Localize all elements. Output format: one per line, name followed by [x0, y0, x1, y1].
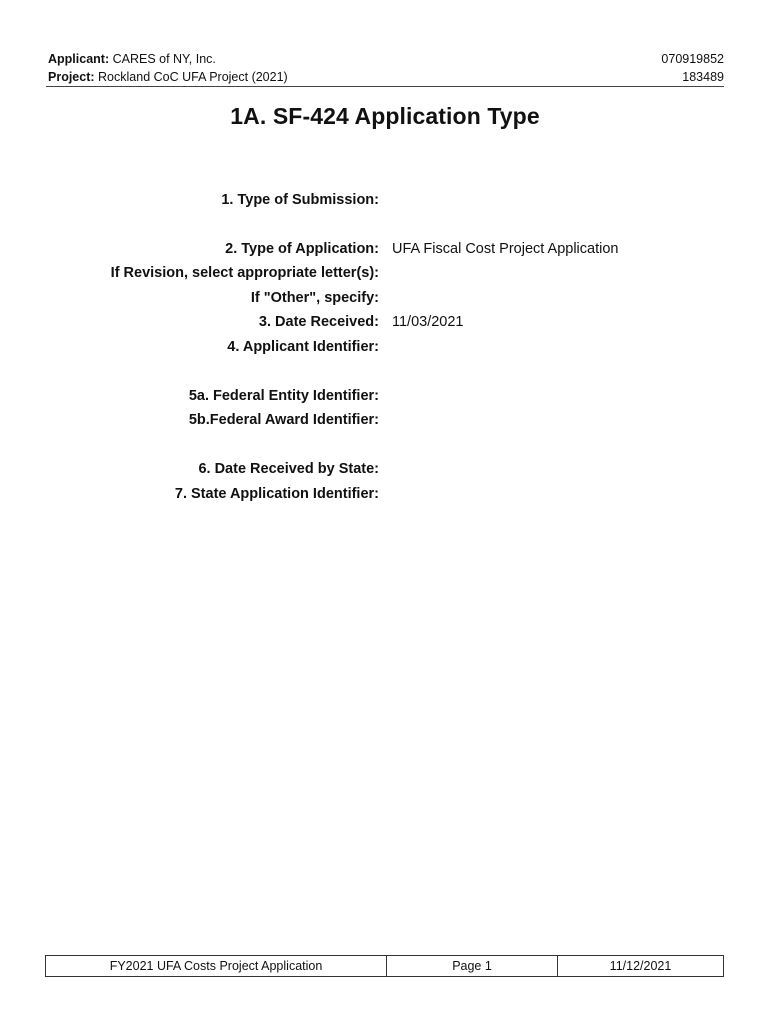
- page-footer: [45, 955, 724, 977]
- project-row: [48, 68, 724, 86]
- field-label: 7. State Application Identifier:: [174, 486, 379, 502]
- field-label: 1. Type of Submission:: [221, 192, 379, 208]
- field-label: 6. Date Received by State:: [198, 461, 379, 477]
- footer-document-name: FY2021 UFA Costs Project Application: [46, 956, 387, 976]
- applicant-label: Applicant:: [48, 52, 110, 66]
- field-value: 11/03/2021: [392, 314, 464, 330]
- field-label: 2. Type of Application:: [225, 241, 379, 257]
- field-type-of-submission: [0, 192, 770, 212]
- header-divider: [46, 86, 724, 87]
- field-value: UFA Fiscal Cost Project Application: [392, 241, 619, 257]
- applicant-info: [48, 50, 216, 68]
- applicant-number: 070919852: [661, 52, 724, 66]
- field-other-specify: [0, 290, 770, 310]
- footer-date: 11/12/2021: [609, 959, 672, 973]
- project-info: [48, 68, 288, 86]
- page-header: [48, 50, 724, 86]
- field-label: 5a. Federal Entity Identifier:: [188, 388, 379, 404]
- field-applicant-identifier: [0, 339, 770, 359]
- field-federal-award-identifier: [0, 412, 770, 432]
- field-federal-entity-identifier: [0, 388, 770, 408]
- project-number: 183489: [682, 70, 724, 84]
- field-state-application-identifier: [0, 486, 770, 506]
- applicant-value: CARES of NY, Inc.: [112, 52, 216, 66]
- page-title: 1A. SF-424 Application Type: [230, 103, 540, 129]
- field-label: If "Other", specify:: [250, 290, 379, 306]
- field-label: 3. Date Received:: [258, 314, 379, 330]
- field-date-received: [0, 314, 770, 334]
- footer-page-number: Page 1: [387, 956, 558, 976]
- field-label: 4. Applicant Identifier:: [227, 339, 379, 355]
- applicant-row: [48, 50, 724, 68]
- field-revision-letters: [0, 265, 770, 285]
- field-label: If Revision, select appropriate letter(s):: [110, 265, 379, 281]
- field-date-received-by-state: [0, 461, 770, 481]
- project-label: Project:: [48, 70, 95, 84]
- field-label: 5b.Federal Award Identifier:: [188, 412, 379, 428]
- project-value: Rockland CoC UFA Project (2021): [98, 70, 288, 84]
- field-type-of-application: [0, 241, 770, 261]
